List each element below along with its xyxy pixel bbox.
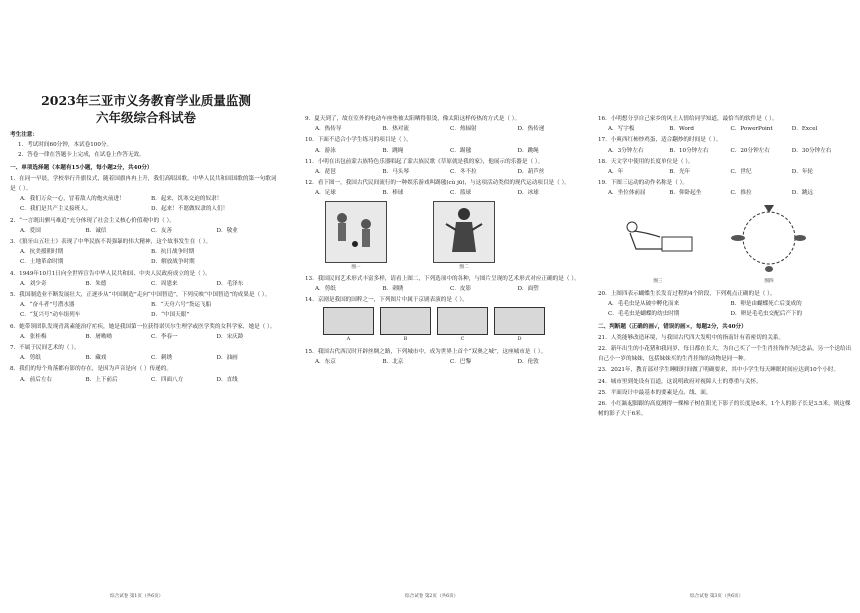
answer-options [10, 353, 282, 363]
answer-options [305, 188, 585, 198]
answer-options [305, 146, 585, 156]
question-stem: 10．下面不适合小学生练习的项目是（ ）。 [305, 137, 412, 144]
column-page-2 [305, 113, 585, 613]
judge-item: 25．平面设计中最基本的要素是点、线、面。 [598, 389, 712, 396]
question-stem: 17．小爽西红柿炒鸡蛋，适合翻炒的时间是（ ）。 [598, 137, 722, 144]
judge-item: 24．城市里到处设有盲道，这说明政府对视障人士的尊重与关怀。 [598, 378, 762, 385]
answer-option: A．爱国 [20, 227, 41, 234]
opera-image-a [323, 307, 374, 335]
answer-options [305, 284, 585, 294]
section-heading-choice: 一、单项选择题（本题有15小题，每小题2分，共40分） [10, 164, 153, 171]
answer-option: C．世纪 [730, 169, 752, 176]
answer-option: C．“复兴号”动车组列车 [20, 312, 81, 319]
answer-option: B．“天舟六号”货运飞船 [151, 302, 212, 309]
lifecycle-diagram [728, 203, 810, 273]
answer-option: D．卵是毛毛虫交配后产下的 [730, 311, 803, 318]
answer-option: A．东京 [315, 358, 336, 365]
answer-option: A．剪纸 [315, 286, 336, 293]
answer-option: C．篮球 [450, 190, 472, 197]
question-stem: 18．天文学中使用的长度单位是（ ）。 [598, 158, 694, 165]
answer-option: C．毛毛虫是蝴蝶的幼虫时期 [608, 311, 680, 318]
cuju-image [325, 201, 387, 263]
answer-option: D．跳绳 [517, 147, 539, 154]
question-list [305, 274, 585, 306]
answer-option: B．朱德 [85, 280, 107, 287]
answer-option: A．毛毛虫是从破中孵化而来 [608, 301, 680, 308]
answer-option: C．热辐射 [450, 126, 477, 133]
answer-option: C．PowerPoint [730, 126, 773, 133]
answer-option: B．棒球 [382, 190, 404, 197]
opera-image-d [494, 307, 545, 335]
judge-item: 26．小红踮起脚跟的高度测得一棵梯子树在阳光下影子的长度是6米，1个人的影子长是3.5米，则这棵树的影子大于6米。 [598, 401, 851, 418]
answer-options [598, 124, 853, 134]
sit-and-reach-image [618, 203, 698, 273]
answer-options [10, 332, 282, 342]
answer-option: B．北京 [382, 358, 404, 365]
answer-options [10, 194, 282, 214]
answer-option: A．写字板 [608, 126, 635, 133]
question-stem: 12．看下图一，我国古代民间流行的一种娱乐游戏叫踢毽(cù jū)，与这项活动类似的现代运动项目是（ ）。 [305, 180, 570, 187]
page-footer: 综合试卷 第1页（共6页） [110, 594, 164, 599]
question-list [305, 347, 585, 367]
answer-option: D．宋庆龄 [216, 333, 244, 340]
figure-caption: 图二 [459, 264, 469, 270]
answer-option: A．刘少奇 [20, 280, 47, 287]
answer-option: D．敬业 [216, 227, 238, 234]
exam-title: 2023年三亚市义务教育学业质量监测 [41, 93, 251, 108]
figure-caption: 图一 [351, 264, 361, 270]
question-list [598, 114, 853, 199]
answer-option: A．琵琶 [315, 169, 336, 176]
answer-option: D．油画 [216, 355, 238, 362]
answer-option: C．皮影 [450, 286, 472, 293]
answer-option: B．卵是由蝴蝶死亡后变成的 [730, 301, 802, 308]
answer-options [10, 300, 282, 320]
pupa-icon [765, 266, 773, 272]
notes-heading: 考生注意： [10, 132, 38, 138]
answer-options [598, 188, 853, 198]
figure-caption: 图三 [653, 278, 663, 284]
judge-item: 21．人类能够改造环境，与我国古代四大发明中的指南针有着密切的关系。 [598, 334, 785, 341]
answer-options [305, 357, 585, 367]
question-stem: 7．不属于民间艺术的（ ）。 [10, 345, 80, 352]
answer-option: A．抗美援朝时期 [20, 249, 64, 256]
answer-option: C．踢毽 [450, 147, 472, 154]
answer-option: A．张桂梅 [20, 333, 47, 340]
answer-option: A．3分钟左右 [608, 147, 644, 154]
question-list [10, 174, 282, 385]
answer-option: D．30分钟左右 [791, 147, 832, 154]
column-page-3 [598, 113, 853, 613]
answer-option: D．Excel [791, 126, 818, 133]
question-stem: 20．上图四表示蝴蝶生长发育过程的4个阶段，下列观点正确的是（ ）。 [598, 291, 776, 298]
question-stem: 6．她带领团队发现青蒿素能治疗疟疾，她是我国第一位获得诺贝尔生理学或医学奖的女科学家，她是（ ）。 [10, 323, 276, 330]
page-footer: 综合试卷 第3页（共6页） [690, 594, 744, 599]
answer-option: A．游泳 [315, 147, 336, 154]
answer-option: B．抗日战争时期 [151, 249, 195, 256]
answer-option: C．推拉 [730, 190, 752, 197]
answer-option: D．热传递 [517, 126, 545, 133]
answer-option: D．毛泽东 [216, 280, 244, 287]
opera-images [323, 307, 585, 335]
opera-labels [323, 335, 585, 345]
page-footer: 综合试卷 第2页（共6页） [405, 594, 459, 599]
answer-option: A．足球 [315, 190, 336, 197]
answer-option: A．我们万众一心，冒着敌人的炮火前进！ [20, 196, 125, 203]
answer-option: D．直线 [216, 376, 238, 383]
egg-icon [794, 235, 806, 241]
figure-caption: 图四 [764, 278, 774, 284]
answer-option: A．剪纸 [20, 355, 41, 362]
answer-option: D．葫芦丝 [517, 169, 545, 176]
question-stem: 13．我国民间艺术形式丰富多样，请看上图二，下列选项中的各种，与图片呈现的艺术形式对应正确的是（ ）。 [305, 275, 580, 282]
answer-option: A．坐位体前屈 [608, 190, 646, 197]
answer-option: D．解放战争时期 [151, 259, 195, 266]
question-stem: 4．1949年10月1日向全世界宣告中华人民共和国、中央人民政府成立的是（ ）。 [10, 270, 211, 277]
answer-option: C．土地革命时期 [20, 259, 64, 266]
answer-option: B．光年 [669, 169, 691, 176]
answer-option: B．Word [669, 126, 694, 133]
answer-option: B．10分钟左右 [669, 147, 709, 154]
question-list [305, 114, 585, 199]
answer-options [10, 375, 282, 385]
answer-option: A．热传导 [315, 126, 342, 133]
answer-option: C．李春一 [151, 333, 178, 340]
question-stem: 5．我国制造业不断发展壮大，正逐步从“中国制造”走向“中国智造”，下列反映“中国智造”的成果是（ ）。 [10, 292, 271, 299]
answer-option: D．冰球 [517, 190, 539, 197]
answer-option: B．起来，饥寒交迫的奴隶！ [151, 196, 223, 203]
answer-option: C．我们是共产主义接班人。 [20, 206, 92, 213]
answer-option: B．马头琴 [382, 169, 409, 176]
figure-row [325, 201, 585, 273]
answer-option: D．起来！不愿做奴隶的人们！ [151, 206, 229, 213]
question-stem: 14．京剧是我国的国粹之一，下列图片中属于京剧表演的是（ ）。 [305, 297, 468, 304]
answer-option: C．巴黎 [450, 358, 472, 365]
question-stem: 15．我国古代西汉时开辟丝绸之路，下列城市中，成为世界上首个“双奥之城”，这座城市是（ ）。 [305, 348, 547, 355]
question-stem: 2．“一言既出驷马难追”充分体现了社会主义核心价值观中的（ ）。 [10, 217, 175, 224]
answer-option: B．藏戏 [85, 355, 107, 362]
exam-subtitle: 六年级综合科试卷 [95, 110, 196, 125]
judge-item: 23．2021年，教育部对学生睡眠时间做了明确要求，其中小学生每天睡眠时间应达到10个小时。 [598, 367, 840, 374]
answer-option: C．刺绣 [151, 355, 173, 362]
question-stem: 19．下图三运动的动作名称是（ ）。 [598, 180, 689, 187]
answer-option: D．跳远 [791, 190, 814, 197]
answer-options [10, 247, 282, 267]
answer-options [598, 167, 853, 177]
answer-options [10, 279, 282, 289]
answer-option: C．四面八方 [151, 376, 184, 383]
answer-option: B．热对流 [382, 126, 409, 133]
answer-options [305, 167, 585, 177]
column-page-1 [10, 92, 282, 592]
answer-options [598, 146, 853, 156]
note-item: 2．答卷一律在答题卡上完成，在试卷上作答无效。 [18, 152, 145, 159]
answer-option: A．“奋斗者”号潜水器 [20, 302, 75, 309]
question-stem: 8．我们的每个角落都有影的存在，是因为声音是向（ ）传递的。 [10, 366, 172, 373]
question-stem: 9．夏天到了，故在室外的电动车座垫被太阳晒得很烫，像太阳这样传热的方式是（ ）。 [305, 116, 521, 122]
opera-label: B [403, 337, 408, 343]
answer-option: B．屠呦呦 [85, 333, 112, 340]
answer-option: B．仰卧起坐 [669, 190, 702, 197]
opera-label: D [517, 337, 522, 343]
answer-options [10, 226, 282, 236]
judge-list [598, 333, 853, 420]
opera-image-b [380, 307, 431, 335]
question-stem: 11．小明在出包前蒙古族特色乐器唱起了蒙古族民歌《草原就是我的家》，他展示的乐器是（ ）。 [305, 158, 544, 165]
answer-option: C．友善 [151, 227, 173, 234]
diagram-row [618, 203, 853, 287]
opera-label: A [346, 337, 351, 343]
answer-options [598, 299, 853, 319]
question-stem: 3．《狼牙山五壮士》表现了中华民族不畏强暴的伟大精神，这个故事发生在（ ）。 [10, 239, 212, 246]
answer-option: D．年轮 [791, 169, 814, 176]
opera-image-c [437, 307, 488, 335]
answer-option: B．跳绳 [382, 147, 404, 154]
note-item: 1．考试时间60分钟，本试卷100分。 [18, 142, 113, 149]
answer-option: C．20分钟左右 [730, 147, 770, 154]
question-list [598, 289, 853, 320]
answer-option: D．伦敦 [517, 358, 539, 365]
question-stem: 1．在同一早晨，学校举行升旗仪式，随着国旗冉冉上升，我们高唱国歌。中华人民共和国国歌的第一句歌词是（ ）。 [10, 175, 277, 193]
judge-item: 22．新年出生的小花猪和我同岁，每日都在长大，为自己买了一个生肖挂饰作为纪念品，另一个送给出自己小一岁的妹妹，包括妹妹买的生肖挂饰的动物是同一种。 [598, 346, 852, 363]
question-stem: 16．小明想分享自己家乡的风土人情给同学知道，最恰当的软件是（ ）。 [598, 116, 778, 122]
larva-icon [731, 235, 745, 241]
answer-option: B．上下前后 [85, 376, 118, 383]
shadow-puppet-image [433, 201, 495, 263]
answer-option: A．年 [608, 169, 624, 176]
answer-option: B．刺绣 [382, 286, 404, 293]
section-heading-judge: 二、判断题（正确的画√，错误的画×，每题2分，共40分） [598, 323, 747, 330]
opera-label: C [460, 337, 465, 343]
answer-option: B．诚信 [85, 227, 107, 234]
answer-options [305, 124, 585, 134]
answer-option: D．面塑 [517, 286, 539, 293]
answer-option: C．冬不拉 [450, 169, 477, 176]
answer-option: D．“中国天眼” [151, 312, 190, 319]
answer-option: C．周恩来 [151, 280, 178, 287]
answer-option: A．前后左右 [20, 376, 53, 383]
